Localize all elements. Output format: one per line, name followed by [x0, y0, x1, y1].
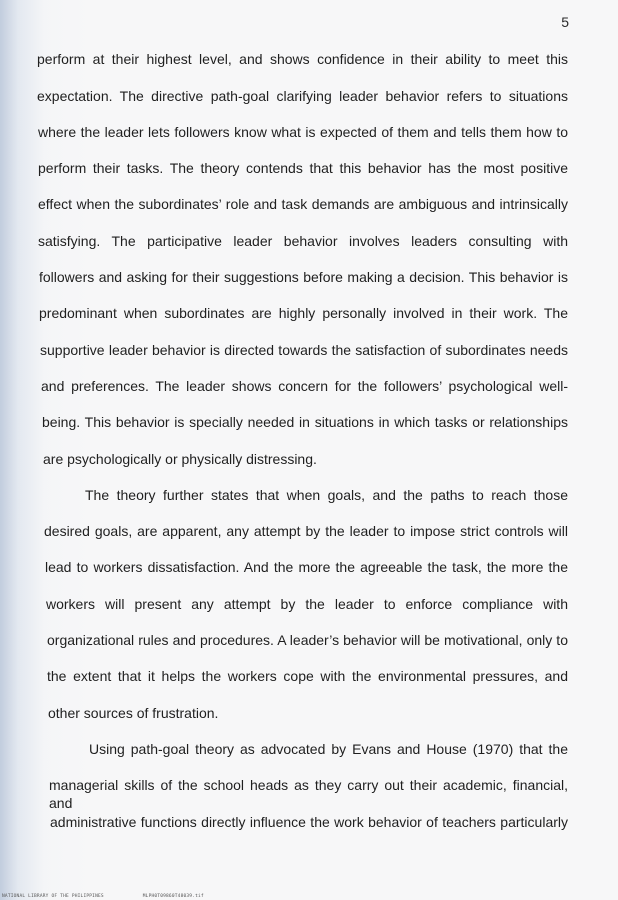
page-number: 5 [561, 14, 569, 30]
text-line: lead to workers dissatisfaction. And the more the agreeable the task, the more the [45, 559, 568, 575]
text-line: predominant when subordinates are highly personally involved in their work. The [39, 305, 568, 321]
footer-library: NATIONAL LIBRARY OF THE PHILIPPINES [2, 894, 104, 899]
text-line: administrative functions directly influence the work behavior of teachers particularly [50, 814, 568, 830]
text-line: and preferences. The leader shows concern for the followers’ psychological well- [41, 378, 568, 394]
text-line: effect when the subordinates’ role and task demands are ambiguous and intrinsically [38, 196, 568, 212]
text-line: perform their tasks. The theory contends that this behavior has the most positive [38, 160, 568, 176]
text-line: desired goals, are apparent, any attempt by the leader to impose strict controls will [44, 523, 568, 539]
text-line: followers and asking for their suggestions before making a decision. This behavior is [39, 269, 568, 285]
text-line: are psychologically or physically distressing. [43, 451, 317, 467]
text-line: being. This behavior is specially needed in situations in which tasks or relationships [42, 414, 568, 430]
text-line: expectation. The directive path-goal clarifying leader behavior refers to situations [37, 88, 568, 104]
text-line: Using path-goal theory as advocated by Evans and House (1970) that the [89, 741, 568, 757]
text-line: workers will present any attempt by the leader to enforce compliance with [46, 596, 568, 612]
text-line: perform at their highest level, and shows confidence in their ability to meet this [37, 51, 568, 67]
text-line: managerial skills of the school heads as they carry out their academic, financial, and [49, 777, 568, 811]
text-line: supportive leader behavior is directed towards the satisfaction of subordinates needs [40, 342, 568, 358]
scan-footer [2, 894, 240, 899]
footer-file: MLPH0T09860T48039.tif [142, 894, 204, 899]
text-line: where the leader lets followers know what is expected of them and tells them how to [38, 124, 568, 140]
text-line: The theory further states that when goals, and the paths to reach those [85, 487, 568, 503]
text-line: organizational rules and procedures. A leader’s behavior will be motivational, only to [47, 632, 568, 648]
text-line: other sources of frustration. [48, 705, 219, 721]
text-line: satisfying. The participative leader behavior involves leaders consulting with [38, 233, 568, 249]
text-line: the extent that it helps the workers cope with the environmental pressures, and [47, 668, 568, 684]
